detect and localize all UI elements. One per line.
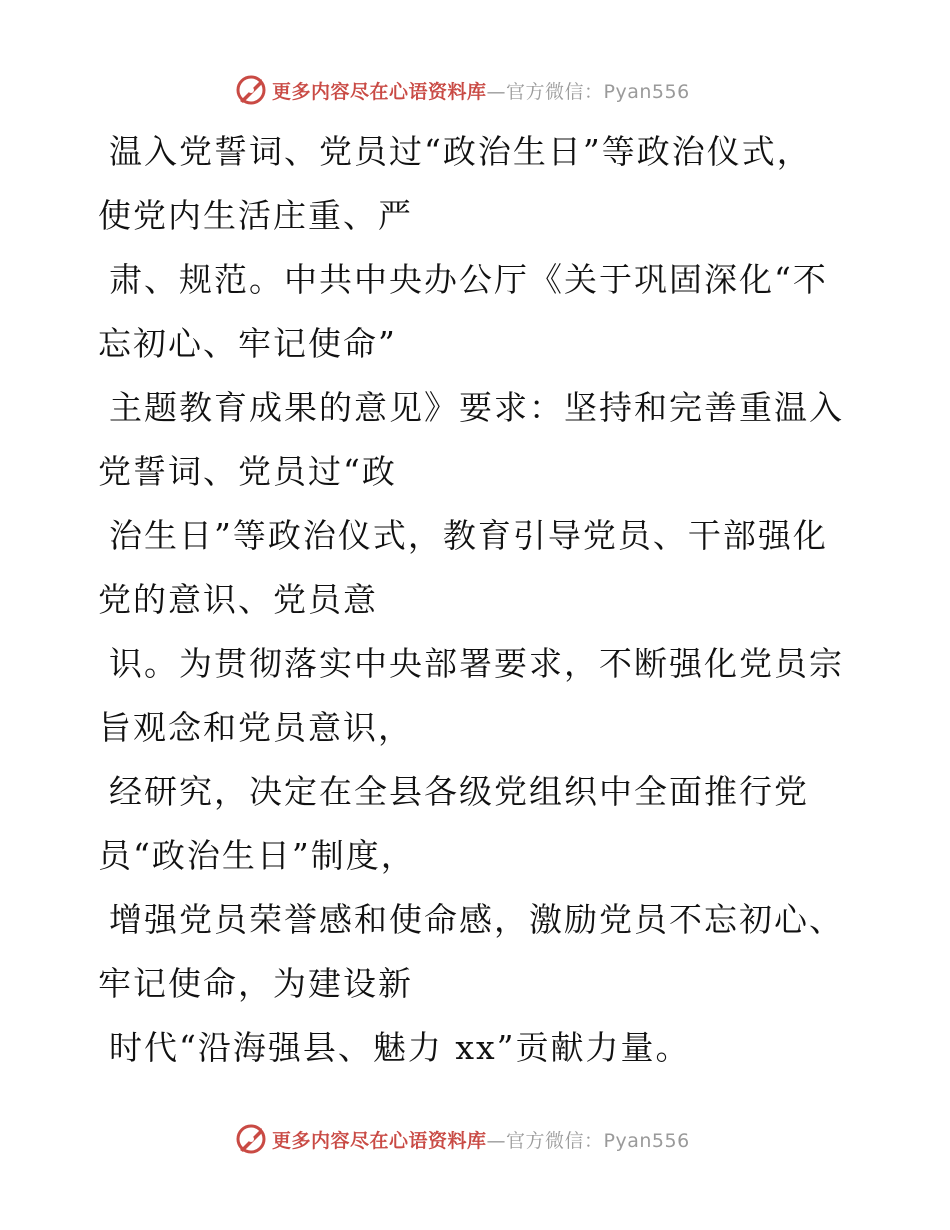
body-line: 时代“沿海强县、魅力 xx”贡献力量。	[109, 1028, 691, 1067]
body-line: 识。为贯彻落实中央部署要求，不断强化党员宗	[109, 644, 844, 683]
body-line: 忘初心、牢记使命”	[98, 324, 397, 363]
body-line: 增强党员荣誉感和使命感，激励党员不忘初心、	[109, 900, 844, 939]
document-body	[98, 120, 858, 1080]
watermark-lead-text: 更多内容尽在心语资料库	[272, 1129, 487, 1152]
pen-circle-logo-icon	[234, 1122, 268, 1156]
watermark-contact-text: —官方微信：Pyan556	[486, 1129, 690, 1152]
body-line: 治生日”等政治仪式，教育引导党员、干部强化	[109, 516, 828, 555]
footer-watermark	[234, 1121, 754, 1157]
watermark-lead-text: 更多内容尽在心语资料库	[272, 80, 487, 103]
header-watermark	[234, 72, 754, 108]
pen-circle-logo-icon	[234, 73, 268, 107]
body-line: 党的意识、党员意	[98, 580, 378, 619]
body-line: 经研究，决定在全县各级党组织中全面推行党	[109, 772, 809, 811]
body-line: 党誓词、党员过“政	[98, 452, 397, 491]
body-line: 员“政治生日”制度，	[98, 836, 416, 875]
watermark-contact-text: —官方微信：Pyan556	[486, 80, 690, 103]
body-line: 主题教育成果的意见》要求：坚持和完善重温入	[109, 388, 844, 427]
body-line: 使党内生活庄重、严	[98, 196, 413, 235]
body-line: 温入党誓词、党员过“政治生日”等政治仪式，	[109, 132, 812, 171]
body-line: 肃、规范。中共中央办公厅《关于巩固深化“不	[109, 260, 828, 299]
body-line: 旨观念和党员意识，	[98, 708, 413, 747]
body-line: 牢记使命，为建设新	[98, 964, 413, 1003]
